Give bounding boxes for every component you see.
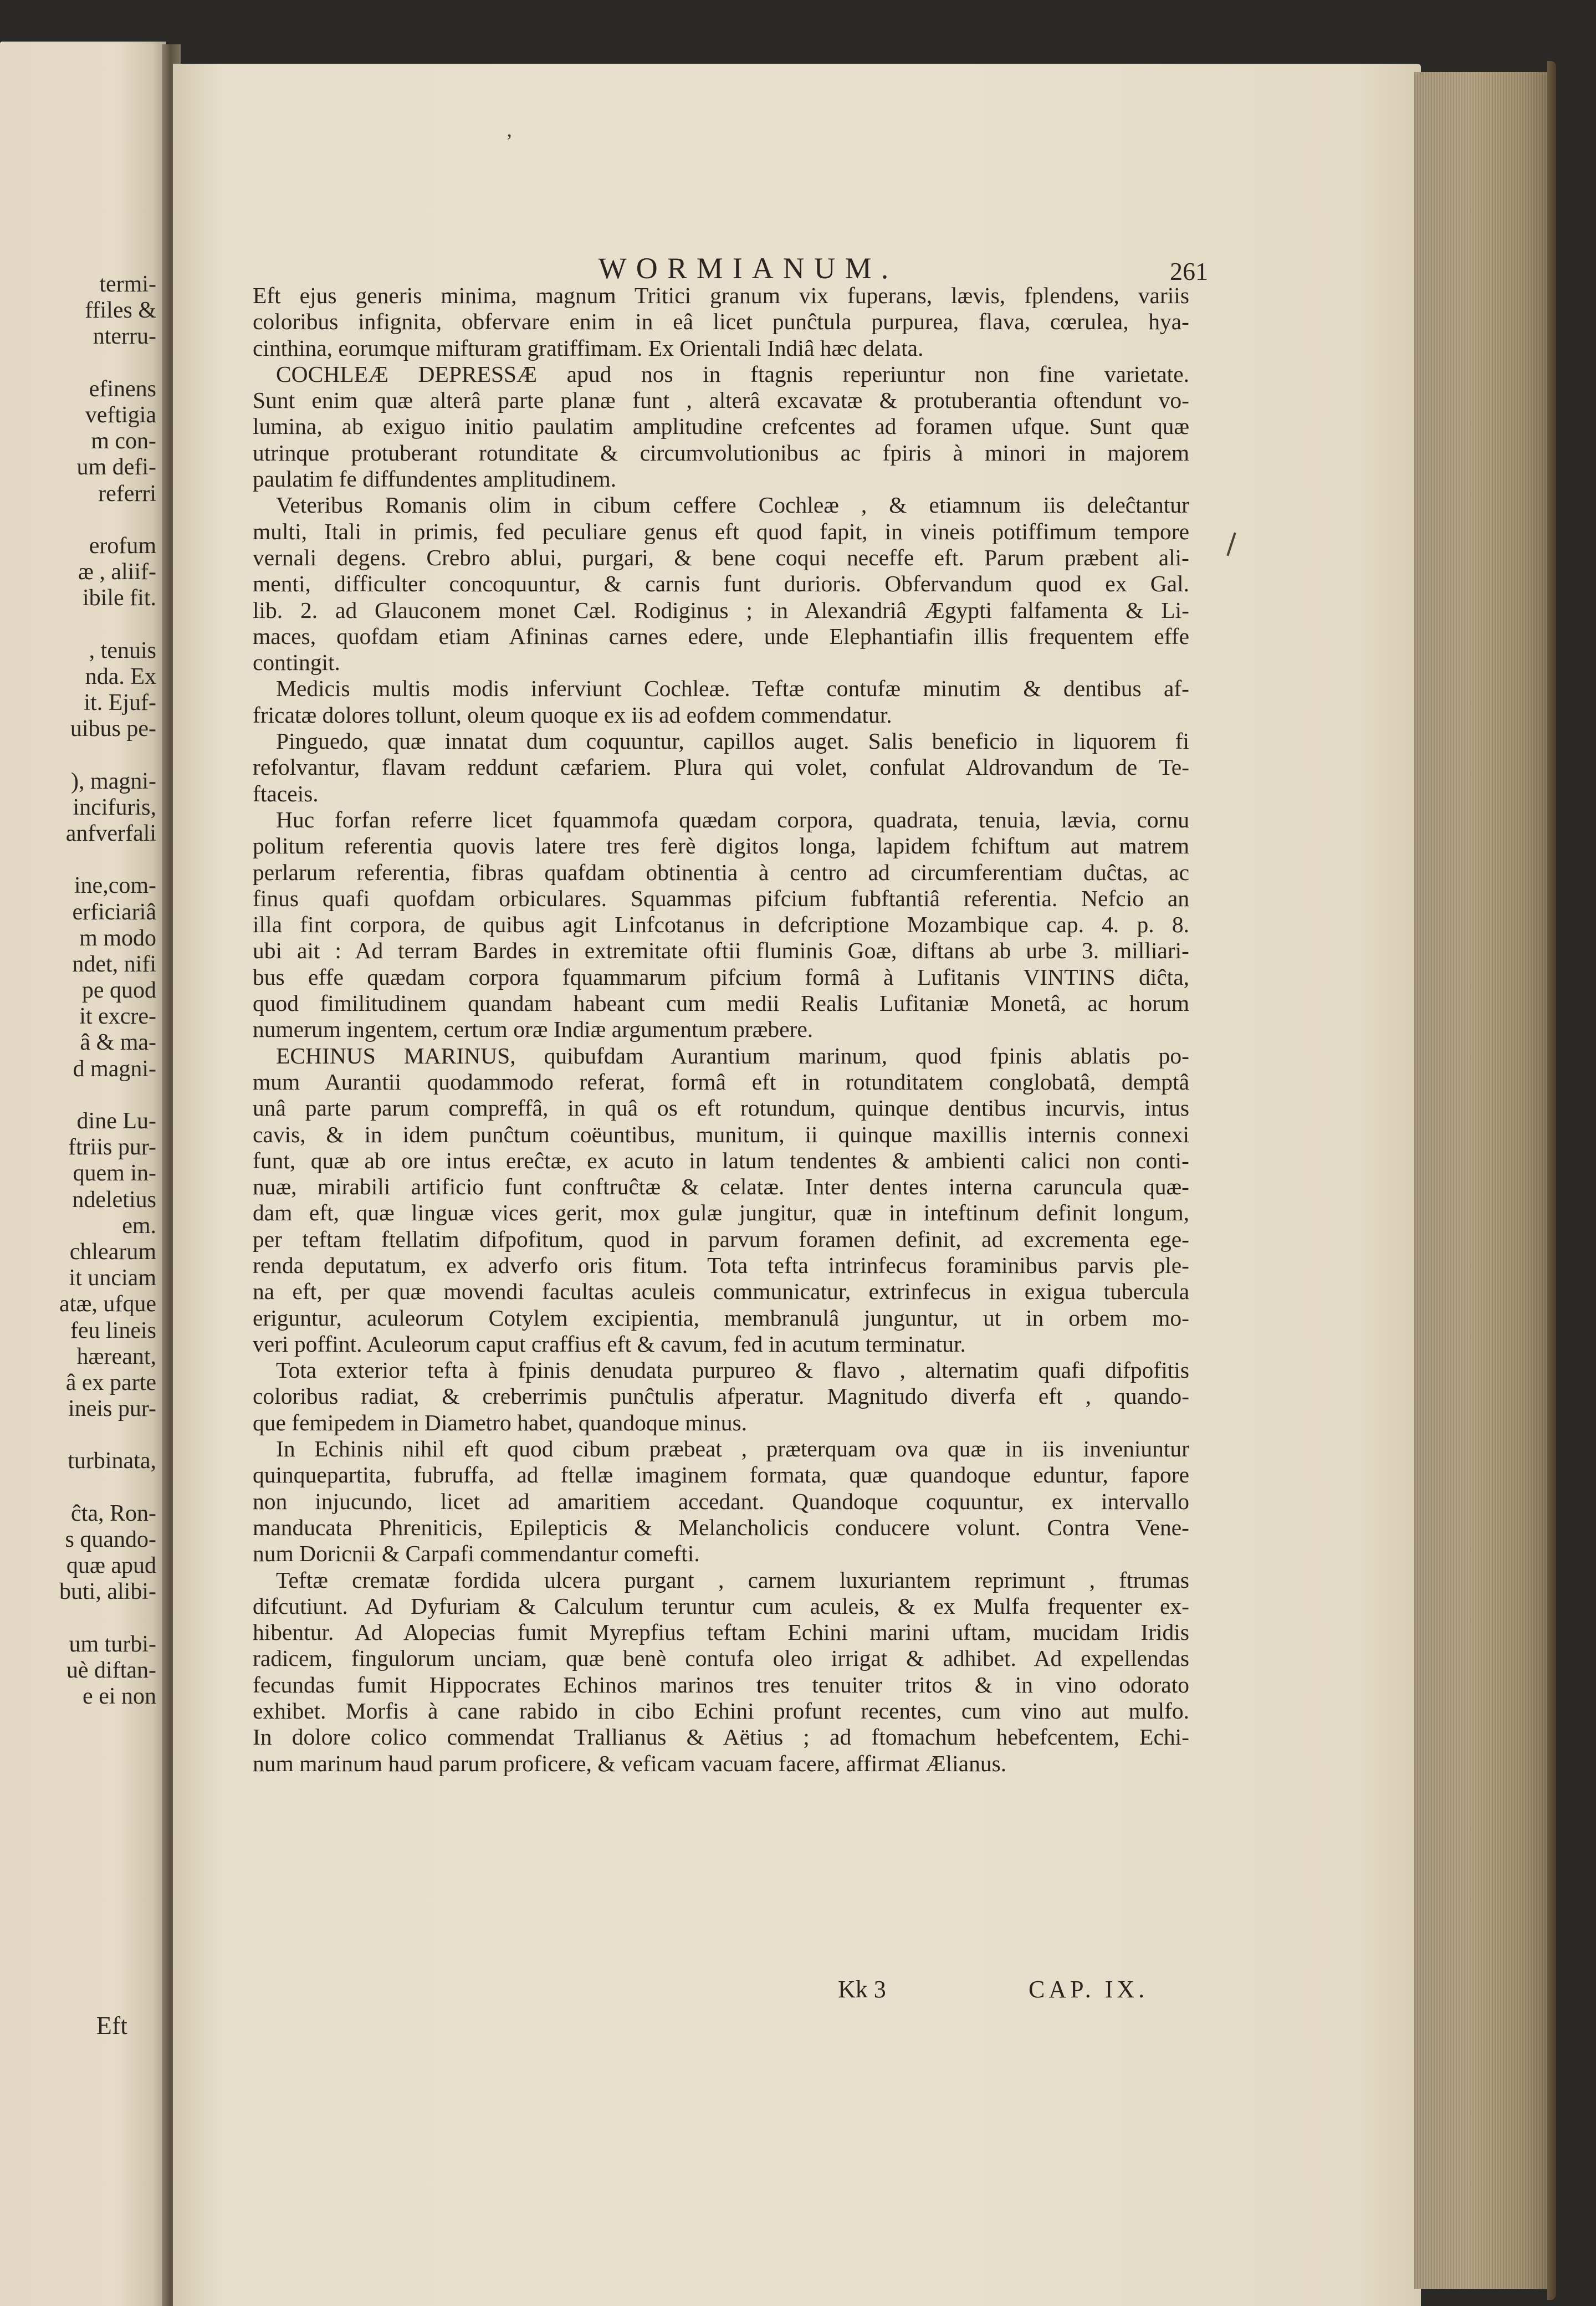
left-text-line: buti, alibi-: [59, 1579, 156, 1605]
left-text-line: [6, 1605, 156, 1632]
text-line: In dolore colico commendat Trallianus & Aëtius ; ad ftomachum hebefcentem, Echi-: [253, 1724, 1189, 1750]
left-text-line: ineis pur-: [68, 1396, 156, 1422]
text-line: Tota exterior tefta à fpinis denudata purpureo & flavo , alternatim quafi difpofitis: [276, 1357, 1189, 1383]
text-line: unâ parte parum compreffâ, in quâ os eft rotundum, quinque dentibus incurvis, intus: [253, 1095, 1189, 1121]
text-line: perlarum referentia, fibras quafdam obtinentia à centro ad circumferentiam duĉtas, ac: [253, 859, 1189, 885]
left-text-line: , tenuis: [89, 637, 156, 663]
left-text-line: [6, 350, 156, 376]
left-text-line: quem in-: [73, 1160, 156, 1187]
left-text-line: [6, 1475, 156, 1501]
text-line: vernali degens. Crebro ablui, purgari, & bene coqui neceffe eft. Parum præbent ali-: [253, 544, 1189, 570]
text-line: num marinum haud parum proficere, & veficam vacuam facere, affirmat Ælianus.: [253, 1750, 1007, 1776]
left-text-line: uè diftan-: [66, 1657, 156, 1683]
left-text-line: [6, 611, 156, 637]
text-line: bus effe quædam corpora fquammarum pifcium formâ à Lufitanis VINTINS diĉta,: [253, 964, 1189, 990]
text-line: politum referentia quovis latere tres ferè digitos longa, lapidem fchiftum aut matrem: [253, 833, 1189, 859]
left-text-line: ibile fit.: [83, 585, 156, 611]
text-line: non injucundo, licet ad amaritiem accedant. Quandoque coquuntur, ex intervallo: [253, 1488, 1189, 1514]
left-text-line: um defi-: [76, 454, 156, 480]
left-text-line: atæ, ufque: [59, 1291, 156, 1317]
text-line: mum Aurantii quodammodo referat, formâ eft in rotunditatem conglobatâ, demptâ: [253, 1068, 1189, 1095]
left-text-line: it. Ejuf-: [84, 690, 156, 715]
catchword: CAP. IX.: [1029, 1976, 1149, 2003]
left-text-line: feu lineis: [70, 1317, 156, 1343]
text-line: lib. 2. ad Glauconem monet Cæl. Rodiginus ; in Alexandriâ Ægypti falfamenta & Li-: [253, 597, 1189, 623]
left-text-line: efinens: [89, 376, 156, 402]
left-text-line: â ex parte: [65, 1369, 156, 1395]
text-line: paulatim fe diffundentes amplitudinem.: [253, 466, 617, 492]
left-text-line: chlearum: [69, 1239, 156, 1265]
left-text-line: dine Lu-: [76, 1108, 156, 1134]
text-line: Teftæ crematæ fordida ulcera purgant , carnem luxuriantem reprimunt , ftrumas: [276, 1567, 1189, 1593]
left-text-line: em.: [122, 1213, 156, 1239]
left-text-line: ndeletius: [72, 1187, 156, 1213]
text-line: maces, quofdam etiam Afininas carnes edere, unde Elephantiafin illis frequentem effe: [253, 623, 1189, 649]
left-text-line: pe quod: [81, 978, 156, 1004]
text-line: Eft ejus generis minima, magnum Tritici granum vix fuperans, lævis, fplendens, variis: [253, 283, 1189, 308]
left-text-line: it excre-: [79, 1004, 156, 1030]
text-line: lumina, ab exiguo initio paulatim amplitudine crefcentes ad foramen ufque. Sunt quæ: [253, 413, 1189, 439]
text-line: In Echinis nihil eft quod cibum præbeat , præterquam ova quæ in iis inveniuntur: [276, 1436, 1189, 1462]
cover-edge: [1547, 61, 1556, 2300]
left-text-line: d magni-: [73, 1056, 156, 1082]
text-line: Huc forfan referre licet fquammofa quædam corpora, quadrata, tenuia, lævia, cornu: [276, 806, 1189, 832]
text-line: quod fimilitudinem quandam habeant cum medii Realis Lufitaniæ Monetâ, ac horum: [253, 990, 1189, 1016]
text-line: numerum ingentem, certum oræ Indiæ argumentum præbere.: [253, 1016, 814, 1042]
left-text-line: s quando-: [65, 1527, 156, 1552]
signature-mark: Kk 3: [838, 1976, 886, 2003]
text-line: ubi ait : Ad terram Bardes in extremitate oftii fluminis Goæ, diftans ab urbe 3. milliari-: [253, 938, 1189, 964]
left-text-line: [6, 1422, 156, 1448]
left-text-line: um turbi-: [69, 1631, 156, 1657]
left-text-line: ĉta, Ron-: [71, 1500, 156, 1526]
left-text-line: e ei non: [83, 1684, 156, 1710]
left-text-line: [6, 847, 156, 873]
left-text-line: æ , aliif-: [78, 559, 156, 585]
left-text-line: erficiariâ: [72, 899, 156, 925]
text-line: fricatæ dolores tollunt, oleum quoque ex iis ad eofdem commendatur.: [253, 702, 892, 728]
left-page-text-fragments: [6, 272, 156, 1710]
text-line: illa fint corpora, de quibus agit Linfcotanus in defcriptione Mozambique cap. 4. p. 8.: [253, 912, 1189, 938]
left-text-line: m con-: [91, 428, 156, 454]
left-catchword: Eft: [96, 2011, 127, 2039]
text-line: hibentur. Ad Alopecias fumit Myrepfius teftam Echini marini uftam, mucidam Iridis: [253, 1619, 1189, 1645]
text-line: multi, Itali in primis, fed peculiare genus eft quod fapit, in vineis potiffimum tempore: [253, 518, 1189, 544]
text-line: radicem, fingulorum unciam, quæ benè contufa oleo irrigat & adhibet. Ad expellendas: [253, 1645, 1189, 1671]
text-line: COCHLEÆ DEPRESSÆ apud nos in ftagnis reperiuntur non fine varietate.: [276, 361, 1189, 387]
page-number: 261: [1170, 257, 1208, 285]
left-text-line: quæ apud: [66, 1553, 156, 1579]
left-text-line: anfverfali: [65, 820, 156, 846]
text-line: menti, difficulter concoquuntur, & carnis funt durioris. Obfervandum quod ex Gal.: [253, 571, 1189, 597]
text-line: quinquepartita, fubruffa, ad ftellæ imaginem formata, quæ quandoque eduntur, fapore: [253, 1462, 1189, 1488]
text-line: coloribus infignita, obfervare enim in eâ licet punĉtula purpurea, flava, cœrulea, hya-: [253, 309, 1189, 335]
text-line: utrinque protuberant rotunditate & circumvolutionibus ac fpiris à minori in majorem: [253, 439, 1189, 466]
text-line: Medicis multis modis inferviunt Cochleæ. Teftæ contufæ minutim & dentibus af-: [276, 676, 1189, 702]
text-line: Pinguedo, quæ innatat dum coquuntur, capillos auget. Salis beneficio in liquorem fi: [276, 728, 1189, 754]
text-line: ECHINUS MARINUS, quibufdam Aurantium marinum, quod fpinis ablatis po-: [276, 1042, 1189, 1068]
left-text-line: [6, 1082, 156, 1108]
text-line: renda deputatum, ex adverfo oris fitum. Tota tefta intrinfecus foraminibus parvis ple-: [253, 1252, 1189, 1278]
left-text-line: ftriis pur-: [68, 1134, 156, 1160]
text-line: finus quafi quofdam orbiculares. Squammas pifcium fubftantiâ referentia. Nefcio an: [253, 885, 1189, 911]
text-line: na eft, per quæ movendi facultas aculeis communicatur, extrinfecus in exigua tubercula: [253, 1279, 1189, 1305]
text-line: eriguntur, aculeorum Cotylem excipientia, membranulâ junguntur, ut in orbem mo-: [253, 1305, 1189, 1331]
left-text-line: [6, 507, 156, 533]
left-page: [0, 42, 166, 2306]
text-line: per teftam ftellatim difpofitum, quod in parvum foramen definit, ad excrementa ege-: [253, 1226, 1189, 1252]
left-text-line: referri: [98, 480, 156, 507]
left-text-line: m modo: [79, 925, 156, 951]
text-line: exhibet. Morfis à cane rabido in cibo Echini profunt recentes, cum vino aut mulfo.: [253, 1698, 1189, 1724]
text-line: cavis, & in idem punĉtum coëuntibus, munitum, ii quinque maxillis internis connexi: [253, 1121, 1189, 1147]
left-text-line: ), magni-: [71, 768, 156, 794]
text-line: num Doricnii & Carpafi commendantur comefti.: [253, 1541, 700, 1567]
left-text-line: [6, 742, 156, 768]
text-line: veri poffint. Aculeorum caput craffius eft & cavum, fed in acutum terminatur.: [253, 1331, 966, 1357]
left-text-line: termi-: [99, 272, 156, 297]
text-line: que femipedem in Diametro habet, quandoque minus.: [253, 1409, 748, 1435]
left-text-line: erofum: [89, 533, 156, 559]
left-text-line: nda. Ex: [85, 663, 156, 689]
left-text-line: veftigia: [85, 402, 156, 428]
text-line: fecundas fumit Hippocrates Echinos marinos tres tenuiter tritos & in vino odorato: [253, 1671, 1189, 1697]
text-line: nuæ, mirabili artificio funt conftruĉtæ & celatæ. Inter dentes interna caruncula quæ-: [253, 1174, 1189, 1200]
left-text-line: ndet, nifi: [72, 951, 156, 977]
stray-ink-mark: ‚: [506, 119, 513, 141]
left-text-line: incifuris,: [73, 794, 156, 820]
left-text-line: hæreant,: [76, 1343, 156, 1369]
text-line: ftaceis.: [253, 780, 319, 806]
main-text-block: [253, 283, 1189, 1777]
page-block-fore-edge: [1414, 72, 1554, 2289]
text-line: refolvantur, flavam reddunt cæfariem. Plura qui volet, confulat Aldrovandum de Te-: [253, 754, 1189, 780]
text-line: cinthina, eorumque mifturam gratiffimam. Ex Orientali Indiâ hæc delata.: [253, 335, 924, 361]
text-line: Veteribus Romanis olim in cibum ceffere Cochleæ , & etiamnum iis deleĉtantur: [276, 492, 1189, 518]
text-line: manducata Phreniticis, Epilepticis & Melancholicis conducere volunt. Contra Vene-: [253, 1514, 1189, 1540]
left-text-line: nterru-: [93, 324, 156, 350]
left-text-line: ine,com-: [74, 873, 156, 899]
left-text-line: â & ma-: [80, 1030, 156, 1056]
text-line: difcutiunt. Ad Dyfuriam & Calculum teruntur cum aculeis, & ex Mulfa frequenter ex-: [253, 1593, 1189, 1619]
left-text-line: uibus pe-: [70, 716, 156, 742]
text-line: contingit.: [253, 650, 340, 676]
text-line: Sunt enim quæ alterâ parte planæ funt , alterâ excavatæ & protuberantia oftendunt vo-: [253, 387, 1189, 413]
text-line: funt, quæ ab ore intus ereĉtæ, ex acuto in latum tendentes & ambienti calici non conti-: [253, 1147, 1189, 1173]
left-text-line: it unciam: [69, 1265, 156, 1291]
text-line: dam eft, quæ linguæ vices gerit, mox gulæ jungitur, quæ in inteftinum definit longum,: [253, 1200, 1189, 1226]
running-head: WORMIANUM.: [598, 252, 898, 285]
left-text-line: turbinata,: [68, 1448, 156, 1474]
text-line: coloribus radiat, & creberrimis punĉtulis afperatur. Magnitudo diverfa eft , quando-: [253, 1383, 1189, 1409]
left-text-line: ffiles &: [85, 298, 156, 324]
